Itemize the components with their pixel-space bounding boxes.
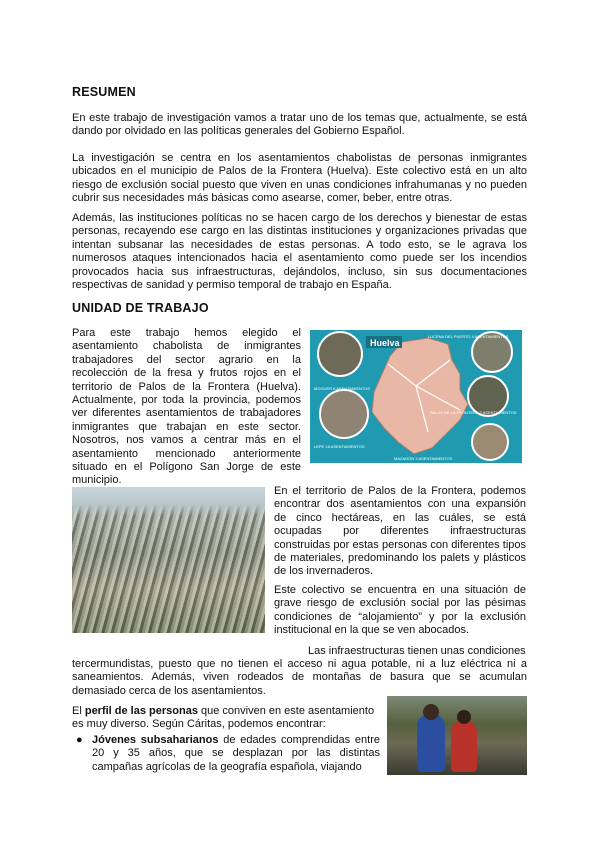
unidad-paragraph-2: En el territorio de Palos de la Frontera, podemos encontrar dos asentamientos con una expansión de cinco hectáreas, en las cuáles, se está ocupadas por diferentes infraestructuras construidas por estas personas con diferentes tipos de materiales, predominando los palets y plásticos de los invernaderos. <box>274 485 526 578</box>
unidad-paragraph-4: tercermundistas, puesto que no tienen el acceso ni agua potable, ni a luz eléctrica ni a saneamientos. Además, viven rodeados de montañas de basura que se acumulan demasiado cerca de los asentamientos. <box>72 658 527 697</box>
unidad-paragraph-5 <box>72 705 380 732</box>
map-label-palos: PALOS DE LA FRONTERA 2 ASENTAMIENTOS <box>430 410 517 415</box>
person-right-head <box>457 710 471 724</box>
bullet-icon: ● <box>76 734 83 746</box>
person-left <box>417 714 445 772</box>
paragraph-5-pre: El <box>72 705 85 717</box>
paragraph-5-post: que conviven en este asentamiento es muy diverso. Según Cáritas, podemos encontrar: <box>72 705 375 731</box>
photo-circle-bottom-right <box>472 424 508 460</box>
map-figure <box>310 330 522 463</box>
resumen-paragraph-1: En este trabajo de investigación vamos a tratar uno de los temas que, actualmente, se está dando por olvidado en las políticas generales del Gobierno Español. <box>72 112 527 138</box>
aerial-settlement-photo <box>72 487 265 633</box>
unidad-paragraph-4-first-line: Las infraestructuras tienen unas condiciones <box>308 645 526 657</box>
list-item-text: de edades comprendidas entre 20 y 35 años, que se desplazan por las distintas campañas agrícolas de la geografía española, viajando <box>92 734 380 773</box>
person-right <box>451 720 477 772</box>
section-heading-unidad: UNIDAD DE TRABAJO <box>72 301 209 315</box>
list-item-bold: Jóvenes subsaharianos <box>92 734 219 746</box>
resumen-paragraph-2: La investigación se centra en los asentamientos chabolistas de personas inmigrantes ubicados en el municipio de Palos de la Frontera (Huelva). Este colectivo está en un alto riesgo de exclusión social puesto que viven en unas condiciones infrahumanas y no pueden cubrir sus necesidades más básicas como asearse, comer, beber, entre otras. <box>72 152 527 205</box>
list-item <box>72 734 380 774</box>
section-heading-resumen: RESUMEN <box>72 85 136 99</box>
huelva-map-graphic <box>310 330 522 463</box>
paragraph-5-bold: perfil de las personas <box>84 705 198 717</box>
photo-circle-top-left <box>318 332 362 376</box>
map-title: Huelva <box>370 338 400 348</box>
map-label-lucena: LUCENA DEL PUERTO 4 ASENTAMIENTOS <box>428 334 509 339</box>
unidad-paragraph-1: Para este trabajo hemos elegido el asentamiento chabolista de inmigrantes trabajadores del sector agrario en la recolección de la fresa y frutos rojos en el territorio de Palos de la Frontera (Huelva). Actualmente, por toda la provincia, podemos ver diferentes asentamientos de trabajadores inmigrantes que trabajan en este sector. Nosotros, nos vamos a centrar más en el asentamiento mencionado anteriormente situado en el Polígono San Jorge de este municipio. <box>72 327 301 487</box>
unidad-paragraph-3: Este colectivo se encuentra en una situación de grave riesgo de exclusión social por las pésimas condiciones de “alojamiento” y por la exclusión institucional en la que se ven abocados. <box>274 584 526 637</box>
person-left-head <box>423 704 439 720</box>
people-photo <box>387 696 527 775</box>
profile-list <box>72 734 380 774</box>
map-label-lepe: LEPE 16 ASENTAMIENTOS <box>314 444 365 449</box>
map-label-moguer: MOGUER 6 ASENTAMIENTOS <box>314 386 371 391</box>
resumen-paragraph-3: Además, las instituciones políticas no se hacen cargo de los derechos y bienestar de estas personas, recayendo ese cargo en las distintas instituciones y organizaciones privadas que intentan subsanar las necesidades de estas personas. A todo esto, se le agrava los numerosos ataques intencionados hacia el asentamiento como puede ser los incendios provocados hacia sus infraestructuras, dejándolos, incluso, sin sus documentaciones respectivas de sanidad y permiso temporal de trabajo en España. <box>72 212 527 292</box>
map-label-mazagon: MAZAGÓN 3 ASENTAMIENTOS <box>394 456 453 461</box>
province-shape <box>372 338 468 454</box>
photo-circle-left <box>320 390 368 438</box>
